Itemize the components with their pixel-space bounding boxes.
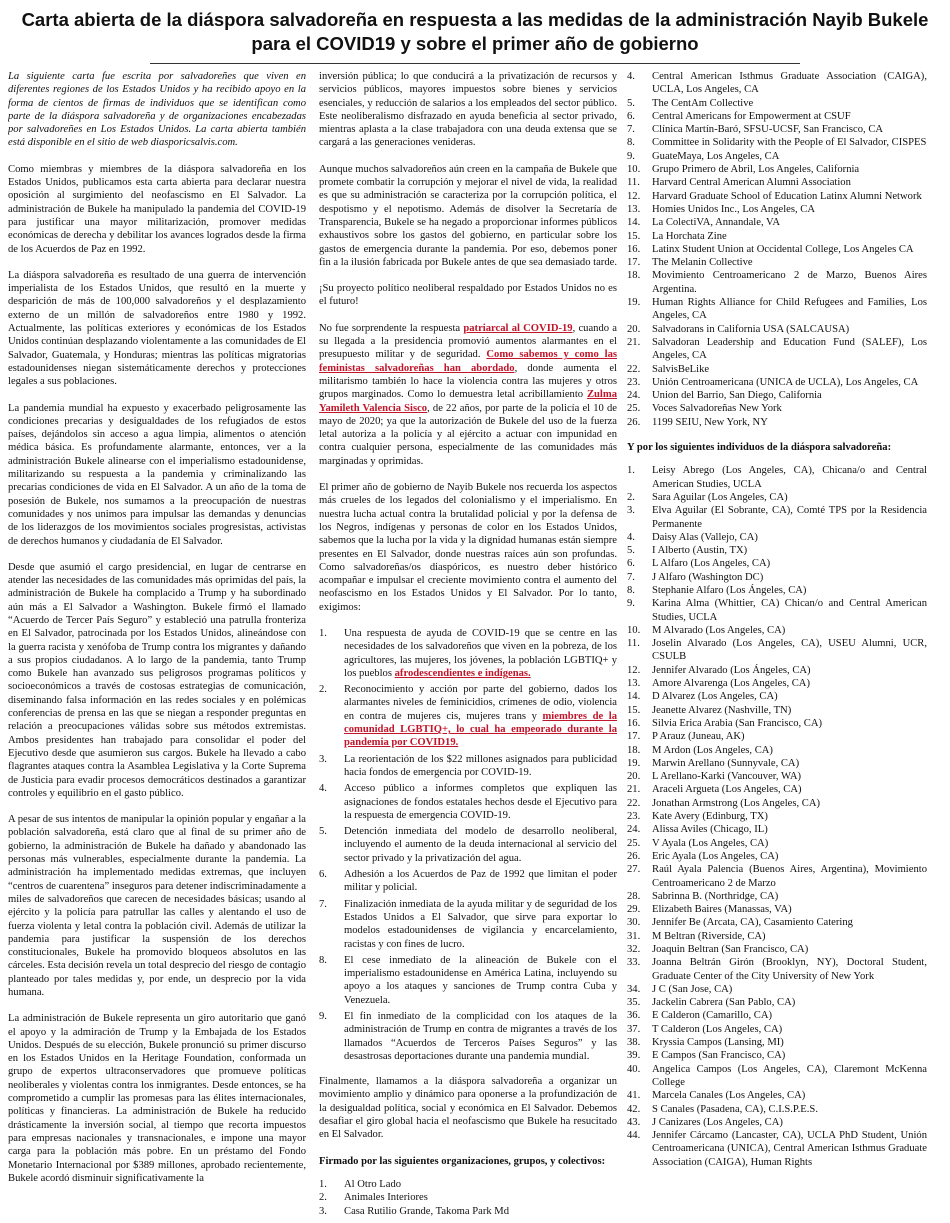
list-item [627,402,927,415]
list-item [319,683,617,749]
item-number: 25. [627,837,641,849]
list-item [627,717,927,730]
item-text: Adhesión a los Acuerdos de Paz de 1992 que limitan el poder militar y policial. [344,869,617,894]
item-number: 14. [627,217,641,229]
item-number: 24. [627,390,641,402]
list-item [627,690,927,703]
list-item [319,1010,617,1063]
item-text: Kryssia Campos (Lansing, MI) [652,1037,784,1049]
list-item [627,1049,927,1062]
item-number: 2. [319,684,327,696]
text-run: No fue sorprendente la respuesta [319,322,464,334]
list-item [627,70,927,97]
paragraph: Desde que asumió el cargo presidencial, en lugar de centrarse en atender las necesidades de las comunidades más oprimidas del país, la administración de Bukele ha complacido a Trump y ha subordinado aún más a El Salvador a Washington. Bukele firmó el llamado “Acuerdo de Tercer País Seguro” y estableció una patrulla fronteriza en El Salvador, patrocinada por los Estados Unidos, alineándose con la guerra racista y xenófoba de Trump contra los migrantes y dañando a sus propios ciudadanos. A lo largo de la pandemia, tanto Trump como Bukele han avanzado sus peligrosos programas políticos y socioeconómicos a través de costosas estrategias de comunicación, diseminando falsa información en las redes sociales y en polémicas conferencias de prensa en las que se niegan a responder preguntas en relación a preocupaciones válidas sobre sus métodos extremistas. Ambos presidentes han trabajado para consolidar el poder del Ejecutivo desde que asumieron sus cargos. Bukele ha llevado a cabo flagrantes ataques contra la Asamblea Legislativa y la Corte Suprema de Justicia para evadir procesos democráticos destinados a garantizar controles y equilibrio en el gasto público. [8,561,306,799]
item-number: 8. [627,137,635,149]
paragraph: A pesar de sus intentos de manipular la opinión popular y engañar a la población salvadoreña, está claro que al final de su primer año de gobierno, la administración de Bukele ha dañado y abandonado las personas más vulnerables, especialmente durante la pandemia. La administración ha implementado medidas extremas, que incluyen “centros de cuarentena” inseguros para detener indiscriminadamente a miles de salvadoreños que carecen de necesidades básicas; usando al ejército y la policía para patrullar las calles y alentando el uso de fuerza violenta y letal contra la población civil. Además de utilizar la pandemia para justificar la suspensión de los derechos constitucionales, Bukele ha promovido bloqueos absolutos en las cárceles. Esta decisión revela un total desprecio del riesgo de contagio planteado por tales medidas y, por ende, un desprecio por la vida humana. [8,814,306,998]
item-number: 8. [627,584,635,596]
item-number: 29. [627,904,641,916]
item-number: 18. [627,744,641,756]
list-item [627,810,927,823]
item-number: 9. [627,598,635,610]
item-number: 22. [627,797,641,809]
item-number: 16. [627,243,641,255]
item-number: 23. [627,376,641,388]
list-item [627,1129,927,1169]
item-text: Angelica Campos (Los Angeles, CA), Claremont McKenna College [652,1063,927,1088]
item-text: Latinx Student Union at Occidental College, Los Angeles CA [652,243,914,255]
list-item [627,531,927,544]
individuals-heading: Y por los siguientes individuos de la diáspora salvadoreña: [627,442,892,454]
list-item [319,1178,617,1191]
paragraph: El primer año de gobierno de Nayib Bukele nos recuerda los aspectos más crueles de los legados del colonialismo y el imperialismo. En nuestra lucha actual contra la brutalidad policial y por la defensa de los Negros, indígenas y personas de color en los Estados Unidos, sabemos que la lucha por la vida y la dignidad humanas están siempre presentes en El Salvador, donde nuestras raíces aún son profundas. Como salvadoreñas/os diaspóricos, es nuestro deber histórico acompañar e impulsar el creciente movimiento contra el aumento del neofascismo en los Estados Unidos y El Salvador. Por lo tanto, exigimos: [319,482,617,613]
list-item [627,323,927,336]
item-number: 37. [627,1023,641,1035]
item-number: 19. [627,757,641,769]
list-item [627,863,927,890]
item-number: 1. [319,627,327,639]
list-item [627,110,927,123]
item-text: Joanna Beltrán Girón (Brooklyn, NY), Doctoral Student, Graduate Center of the City University of New York [652,957,927,982]
item-number: 5. [627,97,635,109]
column-1 [8,70,306,1223]
list-item [627,797,927,810]
list-item [627,823,927,836]
slogan-paragraph: ¡Su proyecto político neoliberal respaldado por Estados Unidos no es el futuro! [319,283,617,308]
link-afrodescendientes[interactable]: afrodescendientes e indígenas. [394,667,531,679]
item-number: 5. [627,545,635,557]
item-number: 40. [627,1063,641,1075]
item-text: Central American Isthmus Graduate Association (CAIGA), UCLA, Los Angeles, CA [652,71,927,96]
item-text: Jeanette Alvarez (Nashville, TN) [652,704,792,716]
list-item [627,176,927,189]
item-number: 8. [319,954,327,966]
paragraph: inversión pública; lo que conducirá a la privatización de recursos y servicios públicos, mayores impuestos sobre bienes y servicios esenciales, y reducción de salarios a los empleados del sector público. Este neoliberalismo disfrazado en ayuda beneficia al sector privado, mientras aplasta a la clase trabajadora con una deuda extensa que se cargará a las generaciones venideras. [319,71,617,149]
item-number: 12. [627,664,641,676]
item-text: La ColectiVA, Annandale, VA [652,217,780,229]
list-item [627,557,927,570]
item-number: 5. [319,826,327,838]
item-text: Eric Ayala (Los Angeles, CA) [652,850,779,862]
item-text: V Ayala (Los Angeles, CA) [652,837,769,849]
list-item [627,677,927,690]
list-item [627,1009,927,1022]
list-item [627,850,927,863]
item-text: Al Otro Lado [344,1178,402,1190]
list-item [627,163,927,176]
item-number: 25. [627,403,641,415]
item-number: 44. [627,1130,641,1142]
item-number: 10. [627,164,641,176]
item-text: I Alberto (Austin, TX) [652,545,748,557]
organizations-list [319,1178,617,1218]
list-item [319,782,617,822]
item-text: Marwin Arellano (Sunnyvale, CA) [652,757,800,769]
list-item [627,389,927,402]
item-text: La reorientación de los $22 millones asignados para publicidad hacia fondos de emergencia por COVID-19. [344,753,617,778]
paragraph: La administración de Bukele representa un giro autoritario que ganó el apoyo y la admiración de Trump y la Embajada de los Estados Unidos. Después de su elección, Bukele pronunció su primer discurso en los Estados Unidos en la Heritage Foundation, conformada un grupo de expertos ultraconservadores que promueve políticas neoliberales y violentas contra los inmigrantes. Desde entonces, se ha comprometido a cumplir las promesas para las élites internacionales, políticas y financieras. La administración de Bukele ha reducido drásticamente la inversión social, al tiempo que recorta impuestos para empresas nacionales y transnacionales, e impone una mayor carga para la población más pobre. En un préstamo del Fondo Monetario Internacional por $389 millones, aprobado recientemente, Bukele acordó disminuir significativamente la [8,1013,306,1184]
list-item [627,416,927,429]
list-item [627,296,927,323]
item-text: Finalización inmediata de la ayuda militar y de seguridad de los Estados Unidos a El Salvador, que sirve para exportar lo modelos estadounidenses de vigilancia y encarcelamiento, racistas y con fines de lucro. [344,898,617,950]
item-text: La Horchata Zine [652,230,727,242]
list-item [627,97,927,110]
item-number: 3. [319,1205,327,1217]
item-number: 31. [627,930,641,942]
item-text: Detención inmediata del modelo de desarrollo neoliberal, incluyendo el aumento de la deuda internacional al servicio del sector privado y la privatización del agua. [344,826,617,864]
page-title: Carta abierta de la diáspora salvadoreña en respuesta a las medidas de la administración Nayib Bukele para el COVID19 y sobre el primer año de gobierno [21,9,929,54]
item-number: 1. [627,465,635,477]
organizations-heading: Firmado por las siguientes organizaciones, grupos, y colectivos: [319,1155,606,1167]
item-text: Silvia Erica Arabia (San Francisco, CA) [652,717,823,729]
column-2 [319,70,617,1223]
item-text: Sara Aguilar (Los Angeles, CA) [652,491,788,503]
item-text: Clínica Martín-Baró, SFSU-UCSF, San Francisco, CA [652,124,884,136]
item-text: Elva Aguilar (El Sobrante, CA), Comté TPS por la Residencia Permanente [652,505,927,530]
item-text: Voces Salvadoreñas New York [652,403,782,415]
item-text: Jennifer Cárcamo (Lancaster, CA), UCLA PhD Student, Unión Centroamericana (UNICA), Central American Isthmus Graduate Association (CAIGA), Human Rights [652,1130,927,1168]
item-number: 34. [627,983,641,995]
item-number: 17. [627,257,641,269]
item-text: M Beltran (Riverside, CA) [652,930,766,942]
item-text: J C (San Jose, CA) [652,983,733,995]
link-feministas[interactable]: Como sabemos y como las feministas salvadoreñas han abordado [319,349,617,374]
text-run: , cuando a su llegada a la presidencia promovió aumentos alarmantes en el presupuesto militar y de seguridad. [319,322,617,361]
item-number: 7. [627,571,635,583]
item-text: J Canizares (Los Angeles, CA) [652,1116,783,1128]
item-text: Sabrinna B. (Northridge, CA) [652,890,779,902]
item-number: 16. [627,717,641,729]
list-item [627,757,927,770]
list-item [627,744,927,757]
item-number: 41. [627,1090,641,1102]
item-number: 9. [319,1011,327,1022]
item-text: Unión Centroamericana (UNICA de UCLA), Los Angeles, CA [652,376,919,388]
item-number: 26. [627,416,641,428]
item-number: 3. [627,505,635,517]
paragraph: Aunque muchos salvadoreños aún creen en la campaña de Bukele que promete combatir la corrupción y mejorar el nivel de vida, la realidad es que su administración se caracteriza por la corrupción política, el despotismo y el nepotismo. Además de disolver la Secretaría de Transparencia, Bukele se ha negado a proporcionar informes públicos exhaustivos sobre los gastos del gobierno, en particular sobre los gastos de emergencia durante la pandemia. Por eso, debemos poner fin a la ilusión fabricada por Bukele antes de que sea demasiado tarde. [319,163,617,268]
list-item [627,783,927,796]
paragraph: La diáspora salvadoreña es resultado de una guerra de intervención imperialista de los Estados Unidos, que resultó en la muerte y desparición de más de 100,000 salvadoreños y el desplazamiento externo de un millón de salvadoreños entre 1980 y 1992. Actualmente, las políticas exteriores y económicas de los Estados Unidos continúan desplazando violentamente a las comunidades de El Salvador, Guatemala, y Honduras; mientras las políticas migratorias estadounidenses niegan sistemáticamente derechos y protecciones legales a sus poblaciones. [8,269,306,388]
item-number: 15. [627,230,641,242]
item-number: 20. [627,323,641,335]
link-zulma[interactable]: Zulma Yamileth Valencia Sisco [319,389,617,414]
list-item [627,376,927,389]
list-item [627,1063,927,1090]
item-text: Movimiento Centroamericano 2 de Marzo, Buenos Aires Argentina. [652,270,927,295]
list-item [627,730,927,743]
list-item [627,243,927,256]
title-divider [150,63,800,64]
item-text [344,683,617,749]
list-item [627,930,927,943]
item-text: Homies Unidos Inc., Los Angeles, CA [652,203,816,215]
item-number: 15. [627,704,641,716]
individuals-list [627,464,927,1169]
list-item [627,363,927,376]
item-text: Leisy Abrego (Los Angeles, CA), Chicana/o and Central American Studies, UCLA [652,465,927,490]
list-item [627,230,927,243]
list-item [627,624,927,637]
item-number: 7. [627,124,635,136]
item-text: J Alfaro (Washington DC) [652,571,764,583]
paragraph: La pandemia mundial ha expuesto y exacerbado peligrosamente las condiciones precarias y desigualdades de los refugiados de estos países, dejándolos sin acceso a agua limpia, alimentos o atención médica básica. Es profundamente alarmante, entonces, ver a la administración Bukele alinearse con el imperialismo estadounidense, militarizando su respuesta a la pandemia y criminalizando las precarias condiciones de vida en El Salvador. A un año de la toma de posesión de Bukele, nos sumamos a la preocupación de nuestras comunidades y nos unimos para impulsar las demandas y denuncias de los liderazgos de los movimientos sociales progresistas, activistas de derechos humanos y ciudadanía de El Salvador. [8,402,306,547]
list-item [627,544,927,557]
list-item [319,1191,617,1204]
item-number: 19. [627,297,641,309]
list-item [627,1036,927,1049]
list-item [627,1089,927,1102]
list-item [627,584,927,597]
item-text: The CentAm Collective [652,97,754,109]
item-text: Salvadoran Leadership and Education Fund (SALEF), Los Angeles, CA [652,336,927,362]
item-number: 13. [627,678,641,690]
item-number: 36. [627,1010,641,1022]
list-item [627,770,927,783]
item-number: 11. [627,638,640,650]
list-item [627,1116,927,1129]
item-text [344,627,617,680]
item-number: 32. [627,944,641,955]
item-number: 30. [627,917,641,929]
item-text: S Canales (Pasadena, CA), C.I.S.P.E.S. [652,1103,818,1115]
item-number: 39. [627,1050,641,1062]
list-item [627,491,927,504]
item-text: Jonathan Armstrong (Los Angeles, CA) [652,797,821,809]
list-item [319,898,617,951]
paragraph-with-links [319,322,617,468]
item-text: Daisy Alas (Vallejo, CA) [652,531,758,543]
list-item [627,504,927,531]
list-item [627,983,927,996]
item-number: 11. [627,177,640,189]
item-number: 22. [627,363,641,375]
item-text: SalvisBeLike [652,363,710,375]
item-text: Central Americans for Empowerment at CSUF [652,110,851,122]
item-number: 1. [319,1178,327,1190]
item-text: Committee in Solidarity with the People of El Salvador, CISPES [652,137,927,149]
list-item [627,704,927,717]
list-item [627,996,927,1009]
list-item [319,627,617,680]
item-text: El fin inmediato de la complicidad con los ataques de la administración de Trump en contra de migrantes a través de los llamados “Acuerdos de Terceros Países Seguros” y las desastrosas deportaciones durante una pandemia mundial. [344,1011,617,1062]
item-number: 27. [627,864,641,876]
item-number: 26. [627,850,641,862]
list-item [627,269,927,296]
list-item [627,123,927,136]
item-text: El cese inmediato de la alineación de Bukele con el imperialismo estadounidense en América Latina, incluyendo su apoyo a los ataques y sanciones de Trump contra Cuba y Venezuela. [344,954,617,1006]
item-text: E Campos (San Francisco, CA) [652,1050,786,1062]
text-columns [8,70,942,1223]
item-number: 33. [627,957,641,969]
list-item [319,954,617,1007]
paragraph: Finalmente, llamamos a la diáspora salvadoreña a organizar un movimiento amplio y dinámico para oponerse a la profundización de la desigualdad política, social y económica en El Salvador. Debemos desafiar el giro global hacia el neofascismo que Bukele ha resucitado en El Salvador. [319,1076,617,1141]
item-number: 10. [627,624,641,636]
list-item [627,1103,927,1116]
text-run: Una respuesta de ayuda de COVID-19 que se centre en las necesidades de los salvadoreños que viven en la pobreza, de los agricultores, las mujeres, los jóvenes, la población LGBTIQ+ y los pueblos [344,627,617,679]
item-number: 35. [627,997,641,1009]
list-item [627,150,927,163]
item-number: 23. [627,811,641,823]
item-text: D Alvarez (Los Angeles, CA) [652,691,778,703]
item-text: Karina Alma (Whittier, CA) Chican/o and Central American Studies, UCLA [652,598,927,623]
item-text: L Alfaro (Los Angeles, CA) [652,558,771,570]
item-number: 4. [319,783,327,795]
list-item [319,753,617,780]
list-item [627,956,927,983]
item-text: P Arauz (Juneau, AK) [652,731,745,743]
item-text: Union del Barrio, San Diego, California [652,390,822,402]
list-item [627,597,927,624]
item-text: The Melanin Collective [652,257,753,269]
item-number: 2. [319,1192,327,1204]
item-number: 6. [627,558,635,570]
item-text: Salvadorans in California USA (SALCAUSA) [652,323,850,335]
item-text: T Calderon (Los Angeles, CA) [652,1023,783,1035]
list-item [627,637,927,664]
item-number: 6. [627,110,635,122]
item-number: 6. [319,869,327,881]
item-number: 43. [627,1116,641,1128]
list-item [627,1023,927,1036]
item-text: Animales Interiores [344,1192,428,1204]
item-text: Human Rights Alliance for Child Refugees and Families, Los Angeles, CA [652,297,927,322]
item-text: Jennifer Alvarado (Los Ángeles, CA) [652,664,811,676]
paragraph: Como miembras y miembres de la diáspora salvadoreña en los Estados Unidos, publicamos esta carta abierta para declarar nuestra oposición al surgimiento del neofascismo en El Salvador. La administración de Bukele ha manipulado la pandemia del COVID-19 para justificar una mayor militarización, promover medidas económicas de derecha y debilitar los avances logrados desde la firma de los Acuerdos de Paz en 1992. [8,163,306,255]
item-number: 42. [627,1103,641,1115]
item-text: GuateMaya, Los Angeles, CA [652,150,780,162]
item-text: Jennifer Be (Arcata, CA), Casamiento Catering [652,917,853,929]
item-text: Amore Alvarenga (Los Angeles, CA) [652,678,810,690]
item-number: 12. [627,190,641,202]
item-number: 13. [627,203,641,215]
list-item [627,664,927,677]
item-text: Harvard Graduate School of Education Latinx Alumni Network [652,190,922,202]
list-item [627,256,927,269]
item-number: 14. [627,691,641,703]
link-lgbtiq[interactable]: miembres de la comunidad LGBTIQ+, lo cual ha empeorado durante la pandemia por COVID19. [344,710,617,749]
list-item [627,571,927,584]
list-item [319,1205,617,1218]
text-run: , donde aumenta el militarismo también lo hace la violencia contra las mujeres y otros grupos marginados. Como lo demuestra letal acribillamiento [319,362,617,401]
item-text: M Ardon (Los Angeles, CA) [652,744,773,756]
item-text: E Calderon (Camarillo, CA) [652,1010,773,1022]
organizations-list-continued [627,70,927,429]
column-3 [627,70,927,1223]
item-text: Harvard Central American Alumni Association [652,177,851,189]
item-text: Marcela Canales (Los Angeles, CA) [652,1090,806,1102]
item-number: 38. [627,1037,641,1049]
list-item [627,890,927,903]
item-text: Stephanie Alfaro (Los Ángeles, CA) [652,584,807,596]
list-item [627,943,927,956]
text-run: Reconocimiento y acción por parte del gobierno, dados los alarmantes niveles de feminicidios, crímenes de odio, violencia en contra de mujeres cis, mujeres trans y [344,684,617,722]
demands-list [319,627,617,1063]
item-text: Jackelin Cabrera (San Pablo, CA) [652,997,796,1009]
item-number: 4. [627,531,635,543]
item-number: 20. [627,771,641,783]
item-text: Casa Rutilio Grande, Takoma Park Md [344,1205,510,1217]
item-text: Acceso público a informes completos que expliquen las asignaciones de fondos estatales hechos desde el Ejecutivo para la respuesta de emergencia COVID-19. [344,783,617,821]
list-item [627,336,927,363]
item-text: M Alvarado (Los Angeles, CA) [652,624,786,636]
list-item [627,216,927,229]
item-number: 4. [627,71,635,82]
item-text: L Arellano-Karki (Vancouver, WA) [652,771,802,783]
item-text: Joselin Alvarado (Los Angeles, CA), USEU Alumni, UCR, CSULB [652,638,927,663]
item-number: 3. [319,753,327,765]
item-text: Raúl Ayala Palencia (Buenos Aires, Argentina), Movimiento Centroamericano 2 de Marzo [652,864,927,889]
list-item [627,903,927,916]
item-text: 1199 SEIU, New York, NY [652,416,768,428]
list-item [627,464,927,491]
item-text: Joaquin Beltran (San Francisco, CA) [652,944,809,955]
list-item [627,190,927,203]
text-run: , de 22 años, por parte de la policía el 10 de mayo de 2020; ya que la autorización de Bukele del uso de la fuerza letal autoriza a la policía y al ejército a actuar con impunidad en contra cualquier persona, especialmente de las comunidades más marginadas y oprimidas. [319,402,617,467]
link-patriarcal[interactable]: patriarcal al COVID-19 [463,322,573,334]
item-text: Araceli Argueta (Los Angeles, CA) [652,784,802,796]
item-text: Kate Avery (Edinburg, TX) [652,811,768,823]
item-text: Grupo Primero de Abril, Los Angeles, California [652,164,860,176]
item-number: 18. [627,270,641,282]
item-text: Alissa Aviles (Chicago, IL) [652,824,768,836]
item-number: 21. [627,336,641,348]
list-item [627,916,927,929]
item-number: 28. [627,890,641,902]
list-item [319,868,617,895]
item-number: 17. [627,731,641,743]
list-item [627,136,927,149]
list-item [627,203,927,216]
item-number: 7. [319,898,327,910]
item-text: Elizabeth Baires (Manassas, VA) [652,904,792,916]
list-item [627,837,927,850]
item-number: 24. [627,824,641,836]
list-item [319,825,617,865]
item-number: 9. [627,150,635,162]
intro-paragraph: La siguiente carta fue escrita por salvadoreñes que viven en diferentes regiones de los Estados Unidos y ha recibido apoyo en la forma de cientos de firmas de individuos que se identifican como parte de la diáspora salvadoreña y de organizaciones encabezadas por salvadoreñes en Los Estados Unidos. La carta abierta también está disponible en el sitio de web diasporicsalvis.com. [8,71,306,149]
item-number: 21. [627,784,641,796]
item-number: 2. [627,491,635,503]
